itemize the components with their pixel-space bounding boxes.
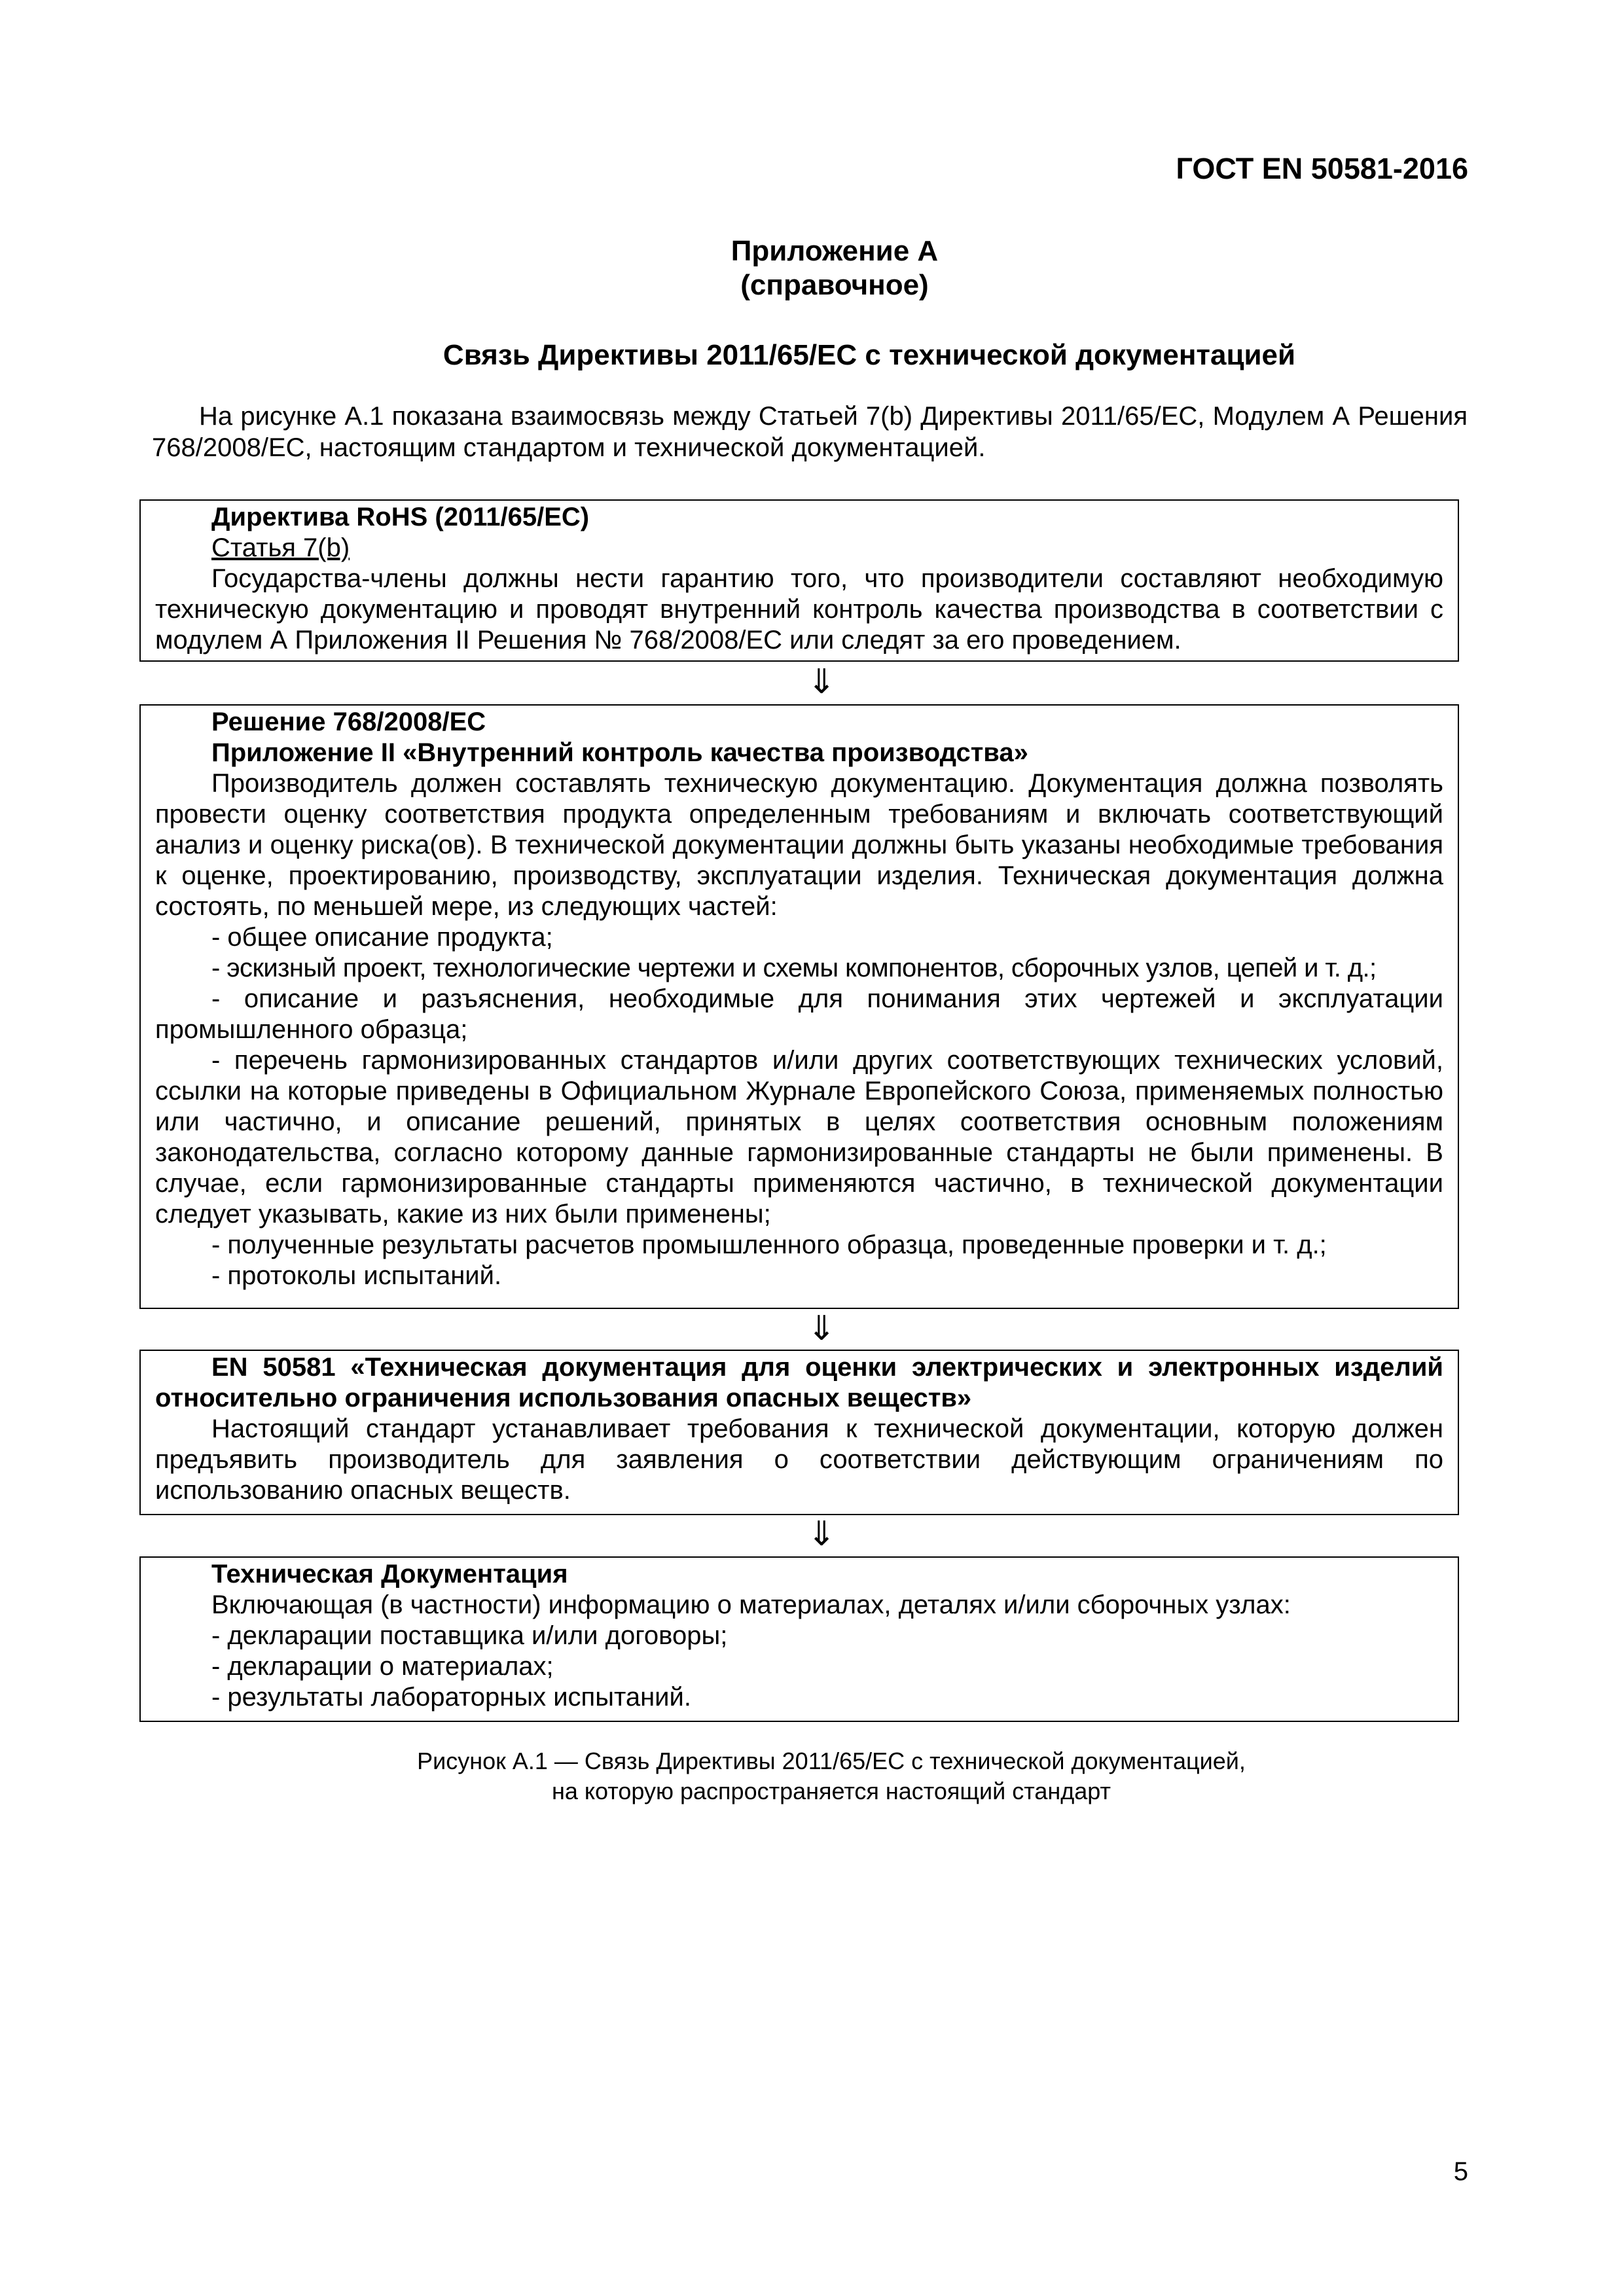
list-item: - полученные результаты расчетов промышленного образца, проведенные проверки и т. д.; [211, 1230, 1327, 1259]
list-item: - общее описание продукта; [211, 923, 553, 952]
annex-subtitle: (справочное) [740, 269, 929, 301]
list-item: - эскизный проект, технологические чертежи и схемы компонентов, сборочных узлов, цепей и т. д.; [211, 954, 1377, 982]
directive-article: Статья 7(b) [211, 533, 350, 562]
list-item: - описание и разъяснения, необходимые для понимания этих чертежей и эксплуатации промышленного образца; [155, 984, 1443, 1044]
annex-heading [0, 234, 1624, 302]
annex-title: Приложение А [731, 235, 939, 267]
list-item: - перечень гармонизированных стандартов и/или других соответствующих технических условий, ссылки на которые приведены в Официальном Журнале Европейского Союза, применяемых полностью или частично, и описание решений, принятых в целях соответствия основным положениям законодательства, согласно которому данные гармонизированные стандарты не были применены. В случае, если гармонизированные стандарты применяются частично, в технической документации следует указывать, какие из них были применены; [155, 1046, 1443, 1229]
list-item: - декларации о материалах; [211, 1652, 554, 1681]
standard-box [139, 1350, 1459, 1515]
directive-rohs-box [139, 499, 1459, 662]
tech-doc-title: Техническая Документация [211, 1560, 568, 1588]
section-title: Связь Директивы 2011/65/ЕС с технической документацией [442, 339, 1296, 371]
document-code: ГОСТ EN 50581-2016 [1176, 152, 1468, 185]
decision-box [139, 704, 1459, 1309]
standard-title: EN 50581 «Техническая документация для оценки электрических и электронных изделий относительно ограничения использования опасных веществ» [155, 1353, 1443, 1412]
down-arrow-icon: ⇓ [807, 1310, 836, 1348]
technical-documentation-box [139, 1556, 1459, 1722]
figure-caption [0, 1746, 1624, 1806]
down-arrow-icon: ⇓ [807, 663, 836, 701]
directive-rohs-title: Директива RoHS (2011/65/EC) [211, 503, 590, 531]
down-arrow-icon: ⇓ [807, 1515, 836, 1553]
list-item: - протоколы испытаний. [211, 1261, 502, 1290]
caption-line-1: Рисунок А.1 — Связь Директивы 2011/65/ЕС с технической документацией, [417, 1748, 1246, 1774]
standard-text: Настоящий стандарт устанавливает требования к технической документации, которую должен предъявить производитель для заявления о соответствии действующим ограничениям по использованию опасных веществ. [155, 1414, 1443, 1505]
intro-paragraph: На рисунке А.1 показана взаимосвязь между Статьей 7(b) Директивы 2011/65/ЕС, Модулем А Решения 768/2008/ЕС, настоящим стандартом и технической документацией. [152, 402, 1468, 462]
decision-annex: Приложение II «Внутренний контроль качества производства» [211, 738, 1028, 767]
page-number: 5 [1453, 2157, 1468, 2186]
list-item: - результаты лабораторных испытаний. [211, 1683, 691, 1712]
decision-text: Производитель должен составлять техническую документацию. Документация должна позволять провести оценку соответствия продукта определенным требованиям и включать соответствующий анализ и оценку риска(ов). В технической документации должны быть указаны необходимые требования к оценке, проектированию, производству, эксплуатации изделия. Техническая документация должна состоять, по меньшей мере, из следующих частей: [155, 769, 1443, 921]
list-item: - декларации поставщика и/или договоры; [211, 1621, 728, 1650]
tech-doc-text: Включающая (в частности) информацию о материалах, деталях и/или сборочных узлах: [211, 1590, 1291, 1619]
caption-line-2: на которую распространяется настоящий стандарт [552, 1778, 1111, 1804]
directive-rohs-text: Государства-члены должны нести гарантию того, что производители составляют необходимую техническую документацию и проводят внутренний контроль качества производства в соответствии с модулем А Приложения II Решения № 768/2008/ЕС или следят за его проведением. [155, 564, 1443, 655]
decision-title: Решение 768/2008/ЕС [211, 708, 486, 736]
